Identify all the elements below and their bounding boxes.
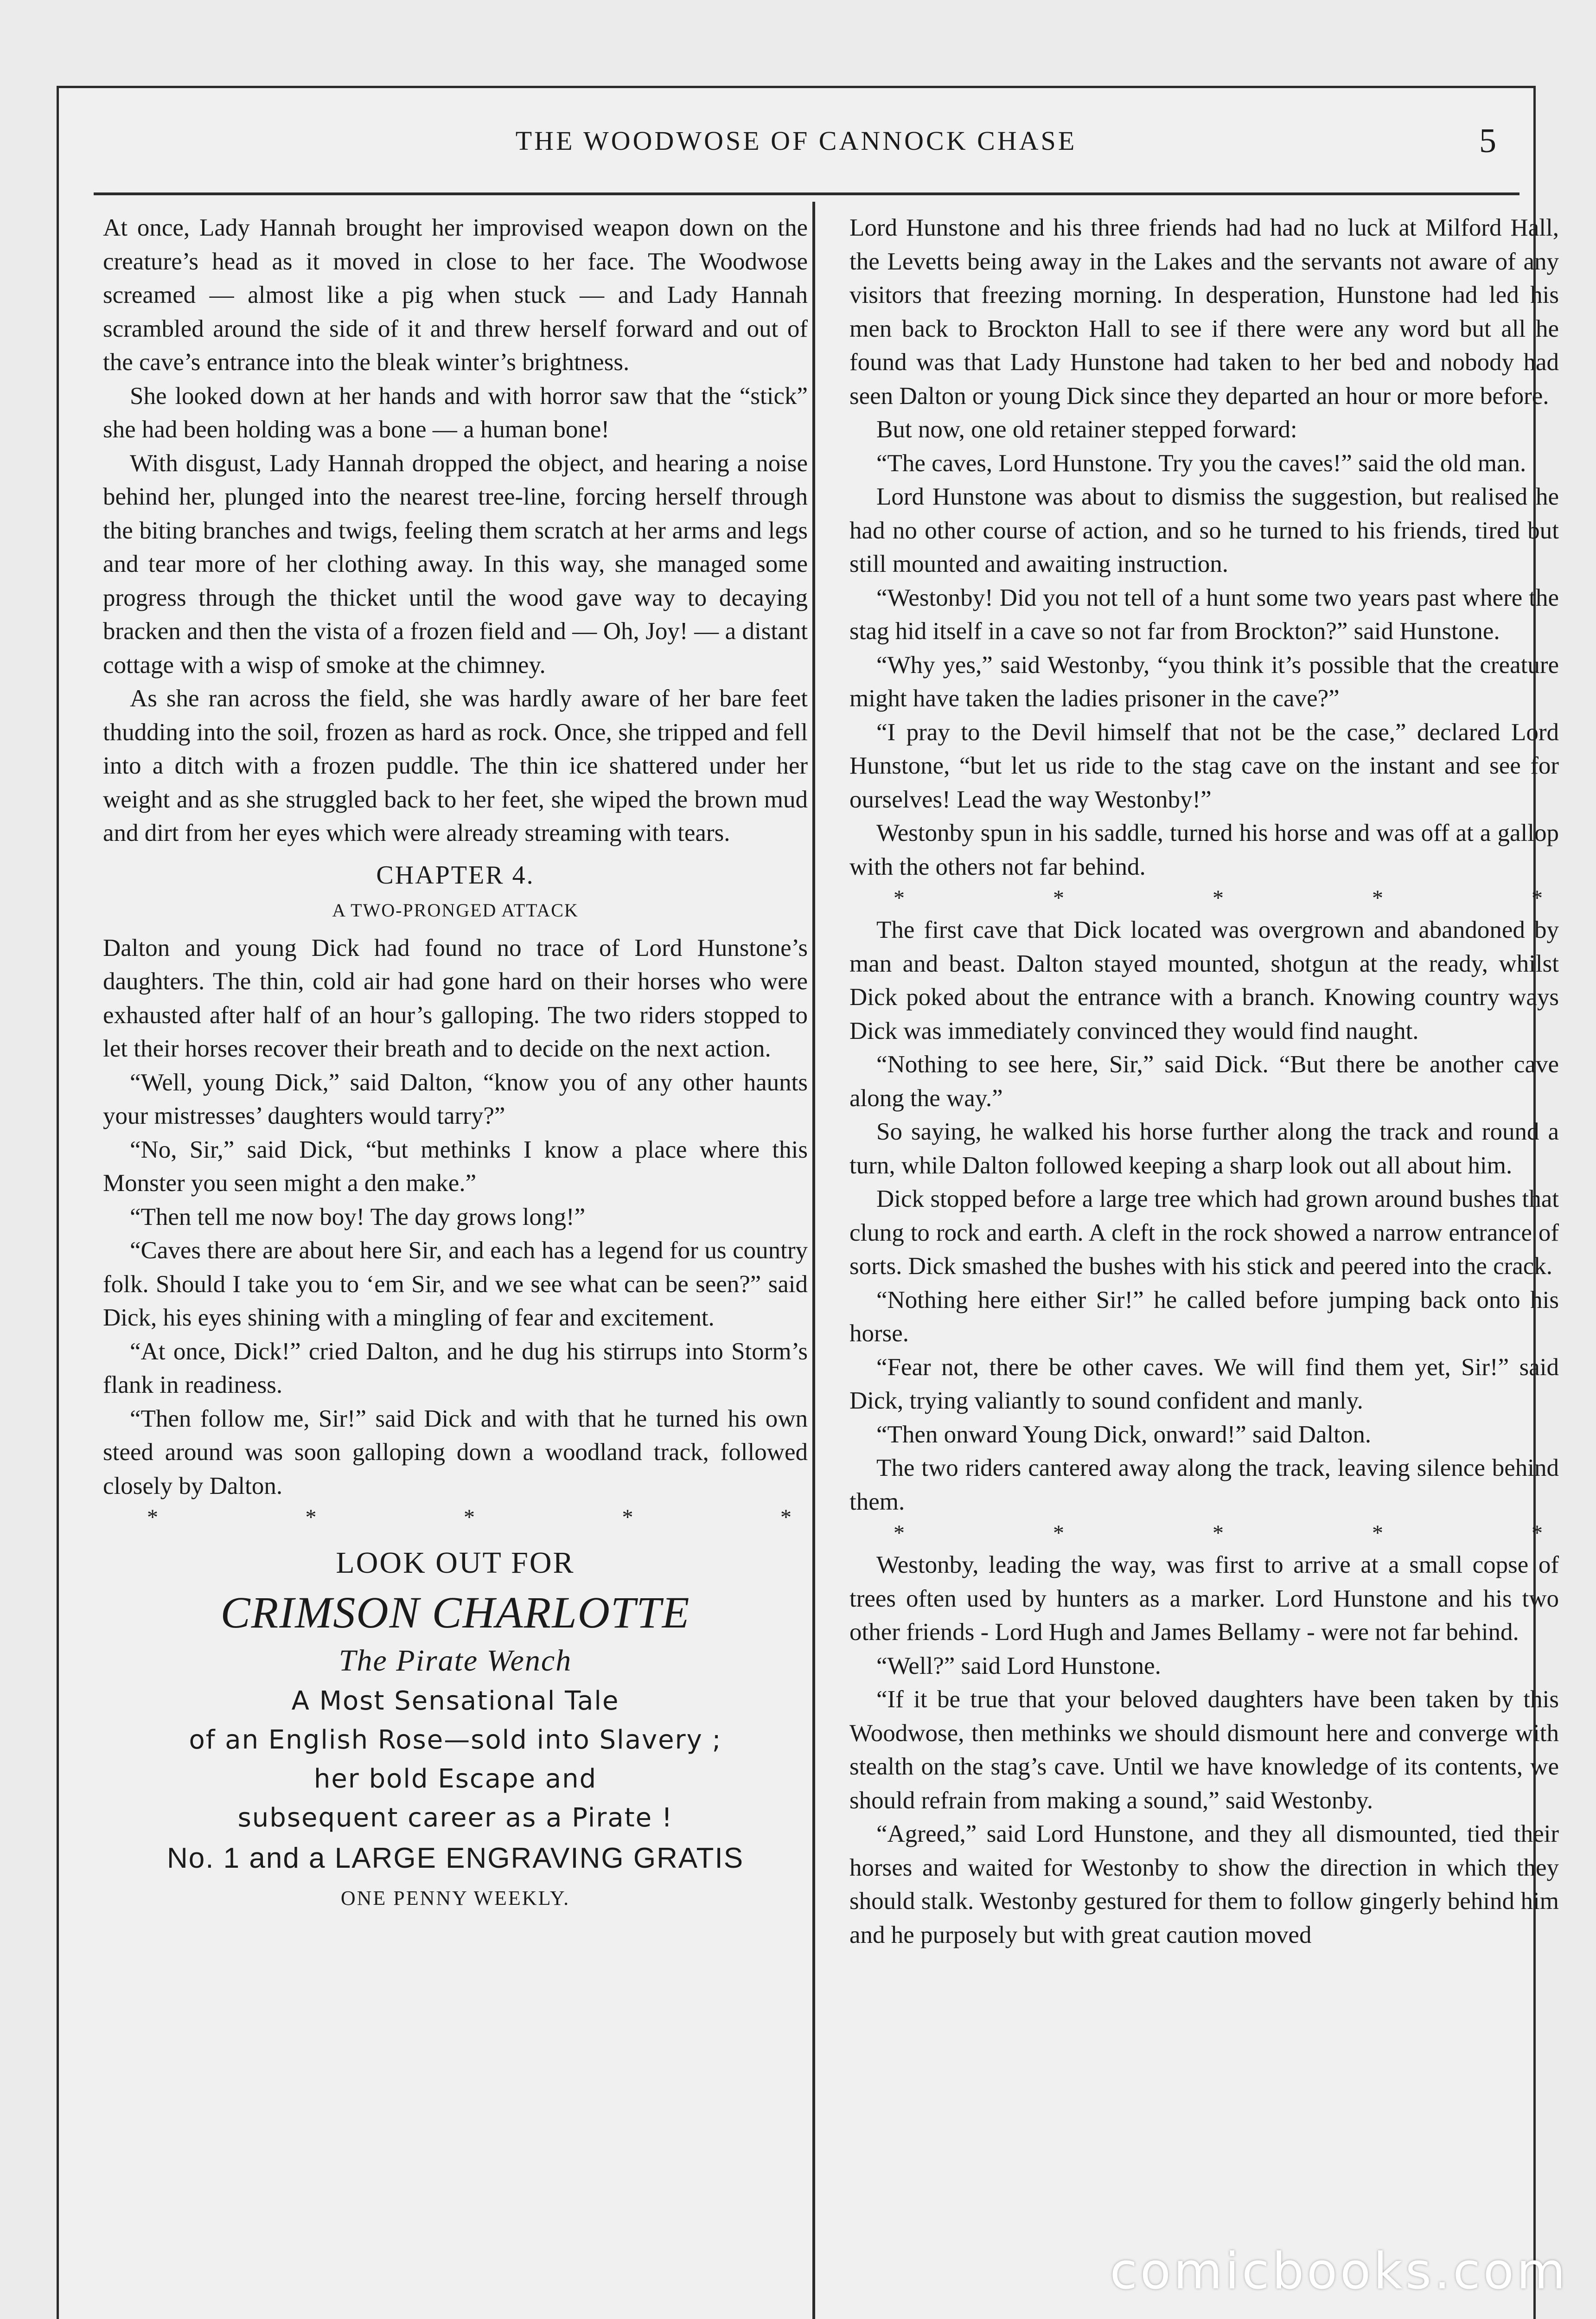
- chapter-title: CHAPTER 4.: [376, 860, 535, 890]
- star: *: [1372, 1521, 1383, 1545]
- paragraph: At once, Lady Hannah brought her improvised weapon down on the creature’s head as it moved in close to her face. The Woodwose screamed — almost like a pig when stuck — and Lady Hannah scrambled around the side of it and threw herself forward and out of the cave’s entrance into the bleak winter’s brightness.: [103, 214, 808, 376]
- ad-look-out: LOOK OUT FOR: [336, 1546, 575, 1580]
- star: *: [622, 1505, 633, 1530]
- column-divider: [812, 202, 815, 2319]
- paragraph: The two riders cantered away along the track, leaving silence behind them.: [849, 1454, 1559, 1515]
- paragraph: With disgust, Lady Hannah dropped the object, and hearing a noise behind her, plunged into the nearest tree-line, forcing herself through the biting branches and twigs, feeling them scratch at her arms and legs and tear more of her clothing away. In this way, she managed some progress through the thicket until the wood gave way to decaying bracken and then the vista of a frozen field and — Oh, Joy! — a distant cottage with a wisp of smoke at the chimney.: [103, 449, 808, 679]
- advertisement: [103, 1541, 808, 1915]
- paragraph: “I pray to the Devil himself that not be the case,” declared Lord Hunstone, “but let us ride to the stag cave on the instant and see for ourselves! Lead the way Westonby!”: [849, 718, 1559, 813]
- ad-subtitle: The Pirate Wench: [338, 1644, 572, 1678]
- section-break-stars: [849, 884, 1559, 913]
- star: *: [147, 1505, 158, 1530]
- section-break-stars: [849, 1518, 1559, 1548]
- paragraph: Lord Hunstone and his three friends had had no luck at Milford Hall, the Levetts being away in the Lakes and the servants not aware of any visitors that freezing morning. In desperation, Hunstone had led his men back to Brockton Hall to see if there were any word but all he found was that Lady Hunstone had taken to her bed and nobody had seen Dalton or young Dick since they departed an hour or more before.: [849, 214, 1559, 410]
- ad-line: her bold Escape and: [313, 1764, 597, 1794]
- running-title: THE WOODWOSE OF CANNOCK CHASE: [515, 126, 1077, 156]
- paragraph: Dalton and young Dick had found no trace of Lord Hunstone’s daughters. The thin, cold air had gone hard on their horses who were exhausted after half of an hour’s galloping. The two riders stopped to let their horses recover their breath and to decide on the next action.: [103, 934, 808, 1062]
- paragraph: “Then onward Young Dick, onward!” said Dalton.: [876, 1421, 1372, 1448]
- site-watermark: comicbooks.com: [1110, 2242, 1568, 2300]
- paragraph: But now, one old retainer stepped forward:: [876, 416, 1297, 443]
- left-column: [103, 211, 808, 1915]
- paragraph: Westonby, leading the way, was first to arrive at a small copse of trees often used by hunters as a marker. Lord Hunstone and his two other friends - Lord Hugh and James Bellamy - were not far behind.: [849, 1551, 1559, 1646]
- page-header: [59, 122, 1533, 173]
- ad-title: CRIMSON CHARLOTTE: [220, 1588, 690, 1637]
- paragraph: She looked down at her hands and with horror saw that the “stick” she had been holding was a bone — a human bone!: [103, 382, 808, 443]
- header-rule: [94, 192, 1519, 195]
- paragraph: Dick stopped before a large tree which had grown around bushes that clung to rock and earth. A cleft in the rock showed a narrow entrance of sorts. Dick smashed the bushes with his stick and peered into the crack.: [849, 1185, 1559, 1280]
- paragraph: “No, Sir,” said Dick, “but methinks I know a place where this Monster you seen might a den make.”: [103, 1136, 808, 1197]
- paragraph: “Nothing here either Sir!” he called before jumping back onto his horse.: [849, 1286, 1559, 1347]
- page-number: 5: [1479, 122, 1496, 160]
- paragraph: “Fear not, there be other caves. We will find them yet, Sir!” said Dick, trying valiantly to sound confident and manly.: [849, 1353, 1559, 1414]
- chapter-subtitle: A TWO-PRONGED ATTACK: [332, 900, 579, 921]
- ad-line: No. 1 and a LARGE ENGRAVING GRATIS: [166, 1842, 744, 1874]
- star: *: [780, 1505, 792, 1530]
- paragraph: So saying, he walked his horse further along the track and round a turn, while Dalton followed keeping a sharp look out all about him.: [849, 1118, 1559, 1179]
- star: *: [894, 886, 905, 910]
- section-break-stars: [103, 1503, 808, 1532]
- paragraph: “Well, young Dick,” said Dalton, “know you of any other haunts your mistresses’ daughters would tarry?”: [103, 1069, 808, 1129]
- paragraph: “Then tell me now boy! The day grows long!”: [130, 1203, 586, 1230]
- ad-line: subsequent career as a Pirate !: [237, 1803, 673, 1833]
- star: *: [1532, 886, 1543, 910]
- paragraph: “Westonby! Did you not tell of a hunt some two years past where the stag hid itself in a cave so not far from Brockton?” said Hunstone.: [849, 584, 1559, 645]
- star: *: [1532, 1521, 1543, 1545]
- ad-line: of an English Rose—sold into Slavery ;: [189, 1725, 722, 1755]
- paragraph: Westonby spun in his saddle, turned his horse and was off at a gallop with the others not far behind.: [849, 820, 1559, 880]
- star: *: [464, 1505, 475, 1530]
- ad-price: ONE PENNY WEEKLY.: [340, 1887, 570, 1909]
- page: [57, 86, 1559, 2319]
- star: *: [1213, 1521, 1224, 1545]
- paragraph: The first cave that Dick located was overgrown and abandoned by man and beast. Dalton stayed mounted, shotgun at the ready, whilst Dick poked about the entrance with a branch. Knowing country ways Dick was immediately convinced they would find naught.: [849, 916, 1559, 1044]
- paragraph: “At once, Dick!” cried Dalton, and he dug his stirrups into Storm’s flank in readiness.: [103, 1338, 808, 1398]
- paragraph: As she ran across the field, she was hardly aware of her bare feet thudding into the soil, frozen as hard as rock. Once, she tripped and fell into a ditch with a frozen puddle. The thin ice shattered under her weight and as she struggled back to her feet, she wiped the brown mud and dirt from her eyes which were already streaming with tears.: [103, 685, 808, 846]
- right-column: [849, 211, 1559, 1952]
- paragraph: “The caves, Lord Hunstone. Try you the caves!” said the old man.: [876, 449, 1526, 477]
- star: *: [1053, 886, 1064, 910]
- paragraph: “Well?” said Lord Hunstone.: [876, 1652, 1161, 1679]
- star: *: [305, 1505, 317, 1530]
- paragraph: “Then follow me, Sir!” said Dick and with that he turned his own steed around was soon galloping down a woodland track, followed closely by Dalton.: [103, 1405, 808, 1499]
- ad-line: A Most Sensational Tale: [291, 1686, 619, 1716]
- paragraph: “Agreed,” said Lord Hunstone, and they all dismounted, tied their horses and waited for Westonby to show the direction in which they should stalk. Westonby gestured for them to follow gingerly behind him and he purposely but with great caution moved: [849, 1820, 1559, 1948]
- paragraph: “Why yes,” said Westonby, “you think it’s possible that the creature might have taken the ladies prisoner in the cave?”: [849, 651, 1559, 712]
- star: *: [1372, 886, 1383, 910]
- paragraph: Lord Hunstone was about to dismiss the suggestion, but realised he had no other course of action, and so he turned to his friends, tired but still mounted and awaiting instruction.: [849, 483, 1559, 577]
- star: *: [1213, 886, 1224, 910]
- paragraph: “Caves there are about here Sir, and each has a legend for us country folk. Should I take you to ‘em Sir, and we see what can be seen?” said Dick, his eyes shining with a mingling of fear and excitement.: [103, 1237, 808, 1331]
- paragraph: “Nothing to see here, Sir,” said Dick. “But there be another cave along the way.”: [849, 1051, 1559, 1112]
- star: *: [1053, 1521, 1064, 1545]
- star: *: [894, 1521, 905, 1545]
- paragraph: “If it be true that your beloved daughters have been taken by this Woodwose, then methinks we should dismount here and converge with stealth on the stag’s cave. Until we have knowledge of its contents, we should refrain from making a sound,” said Westonby.: [849, 1686, 1559, 1814]
